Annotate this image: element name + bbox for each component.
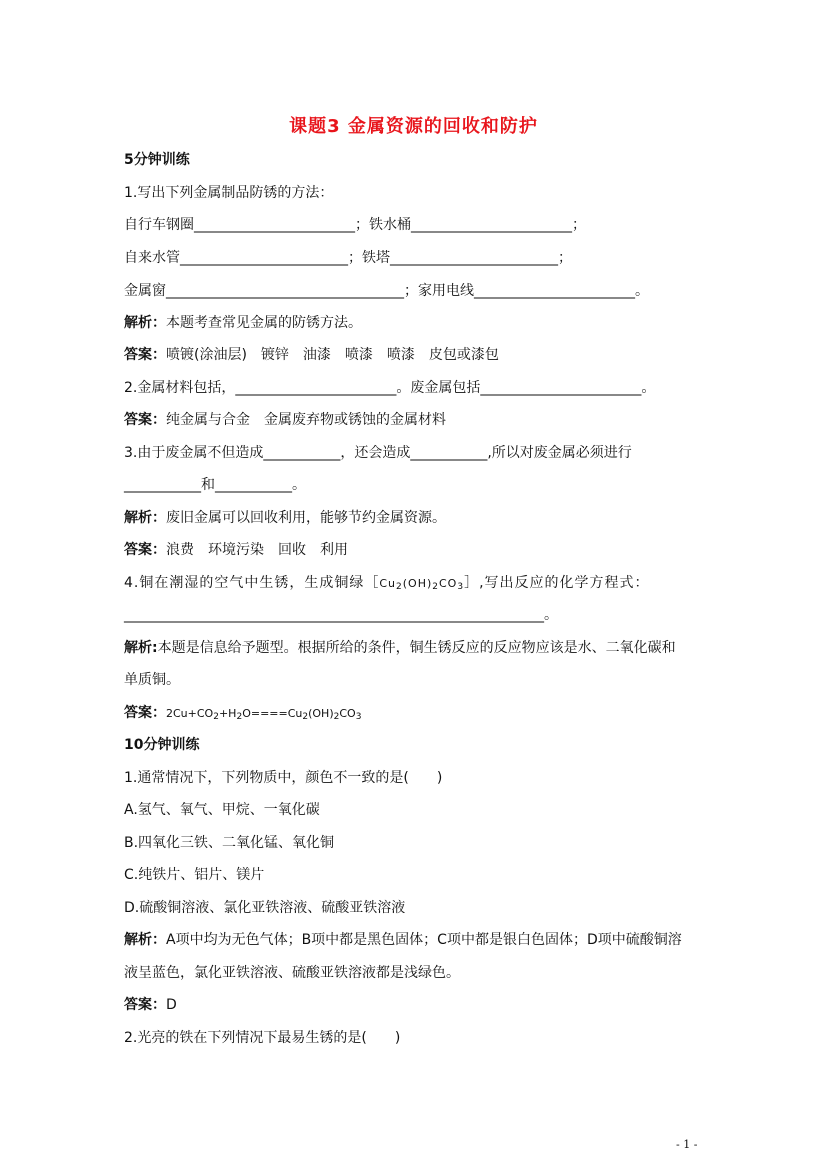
- analysis-label: 解析:: [124, 640, 158, 656]
- analysis-label: 解析：: [124, 510, 166, 526]
- answer-text: 浪费 环境污染 回收 利用: [166, 542, 348, 558]
- q5-option-c: C.纯铁片、铝片、镁片: [124, 867, 265, 883]
- q5-option-d: D.硫酸铜溶液、氯化亚铁溶液、硫酸亚铁溶液: [124, 900, 406, 916]
- q3-answer: [124, 540, 348, 560]
- q1-analysis: [124, 313, 362, 333]
- q2-answer: [124, 410, 446, 430]
- section-heading-5min: 5分钟训练: [124, 152, 190, 168]
- page-title: 课题3 金属资源的回收和防护: [289, 116, 538, 137]
- answer-text: D: [166, 997, 177, 1013]
- q3-analysis: [124, 508, 446, 528]
- q3-stem-continued: ___________和___________。: [124, 477, 306, 493]
- q5-option-a: A.氢气、氧气、甲烷、一氧化碳: [124, 802, 320, 818]
- answer-label: 答案：: [124, 412, 166, 428]
- answer-label: 答案：: [124, 997, 166, 1013]
- section-heading-10min: 10分钟训练: [124, 737, 200, 753]
- page-number: - 1 -: [676, 1138, 698, 1151]
- q5-answer: [124, 995, 177, 1015]
- q4-answer: [124, 703, 361, 724]
- q5-analysis: [124, 930, 682, 950]
- q4-analysis-continued: 单质铜。: [124, 672, 180, 688]
- analysis-text: 废旧金属可以回收利用，能够节约金属资源。: [166, 510, 446, 526]
- q6-stem: 2.光亮的铁在下列情况下最易生锈的是( ): [124, 1030, 401, 1046]
- analysis-label: 解析：: [124, 932, 166, 948]
- formula-copper-carbonate: $Cu_2(OH)_2CO_3$: [379, 577, 465, 592]
- q1-row1: 自行车钢圈_______________________；铁水桶_______________________；: [124, 217, 586, 233]
- q4-blank: ____________________________________________________________。: [124, 607, 558, 623]
- q4-analysis: [124, 638, 676, 658]
- q5-option-b: B.四氧化三铁、二氧化锰、氧化铜: [124, 835, 335, 851]
- q1-row2: 自来水管________________________；铁塔________________________；: [124, 250, 572, 266]
- answer-text: 喷镀(涂油层) 镀锌 油漆 喷漆 喷漆 皮包或漆包: [166, 347, 499, 363]
- answer-label: 答案：: [124, 347, 166, 363]
- answer-text: 纯金属与合金 金属废弃物或锈蚀的金属材料: [166, 412, 446, 428]
- q1-answer: [124, 345, 499, 365]
- q5-analysis-continued: 液呈蓝色，氯化亚铁溶液、硫酸亚铁溶液都是浅绿色。: [124, 965, 460, 981]
- q3-stem: 3.由于废金属不但造成___________，还会造成___________,所以对废金属必须进行: [124, 445, 632, 461]
- analysis-label: 解析：: [124, 315, 166, 331]
- answer-label: 答案：: [124, 705, 166, 721]
- analysis-text: 本题考查常见金属的防锈方法。: [166, 315, 362, 331]
- analysis-text: 本题是信息给予题型。根据所给的条件，铜生锈反应的反应物应该是水、二氧化碳和: [157, 640, 676, 656]
- q2-stem: 2.金属材料包括，_______________________。废金属包括_______________________。: [124, 380, 656, 396]
- q1-row3: 金属窗__________________________________；家用电线_______________________。: [124, 283, 649, 299]
- q1-stem: 1.写出下列金属制品防锈的方法：: [124, 185, 334, 201]
- q5-stem: 1.通常情况下，下列物质中，颜色不一致的是( ): [124, 770, 443, 786]
- answer-equation: $2Cu+CO_2+H_2O====Cu_2(OH)_2CO_3$: [166, 707, 362, 722]
- q4-stem: 4.铜在潮湿的空气中生锈，生成铜绿$[Cu_2(OH)_2CO_3]$,写出反应的化学方程式：: [124, 575, 650, 592]
- answer-label: 答案：: [124, 542, 166, 558]
- analysis-text: A项中均为无色气体；B项中都是黑色固体；C项中都是银白色固体；D项中硫酸铜溶: [166, 932, 682, 948]
